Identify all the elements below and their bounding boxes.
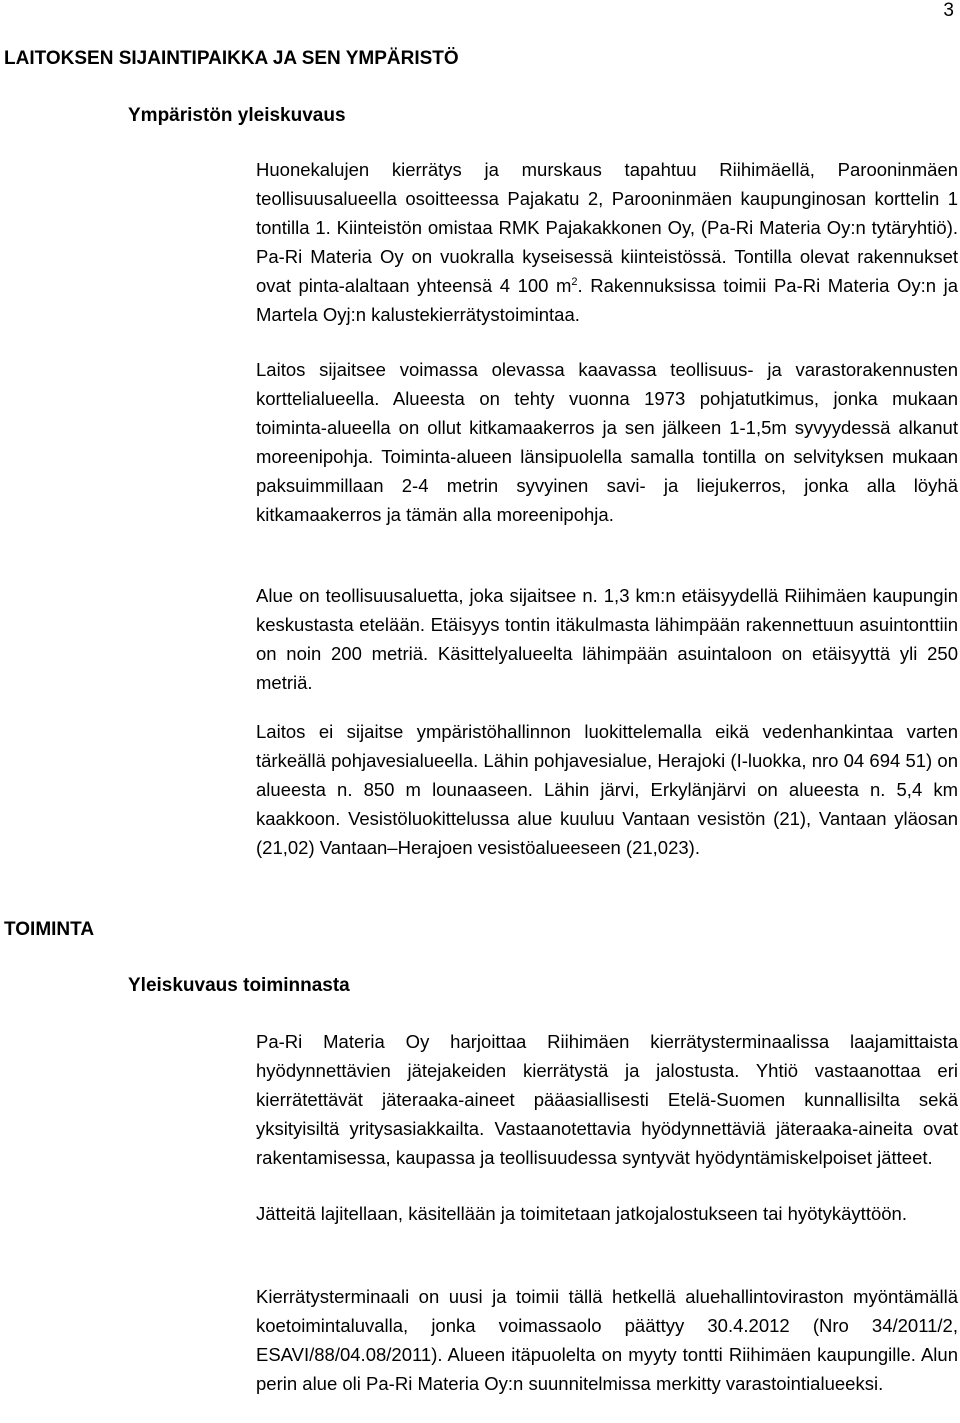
- paragraph-sorting: Jätteitä lajitellaan, käsitellään ja toimitetaan jatkojalostukseen tai hyötykäyttöön.: [256, 1203, 907, 1224]
- superscript-unit: 2: [571, 275, 578, 288]
- section-title-location: LAITOKSEN SIJAINTIPAIKKA JA SEN YMPÄRISTÖ: [4, 48, 459, 69]
- subsection-title-operations-overview: Yleiskuvaus toiminnasta: [128, 975, 350, 996]
- section-title-operations: TOIMINTA: [4, 919, 95, 940]
- paragraph-permit: Kierrätysterminaali on uusi ja toimii tällä hetkellä aluehallintoviraston myöntämällä koetoimintaluvalla, jonka voimassaolo päättyy 30.4.2012 (Nro 34/2011/2, ESAVI/88/04.08/2011). Alueen itäpuolelta on myyty tontti Riihimäen kaupungille. Alun perin alue oli Pa-Ri Materia Oy:n suunnitelmissa merkitty varastointialueeksi.: [256, 1286, 958, 1394]
- subsection-title-environment: Ympäristön yleiskuvaus: [128, 105, 346, 126]
- paragraph-distances: Alue on teollisuusaluetta, joka sijaitsee n. 1,3 km:n etäisyydellä Riihimäen kaupungin keskustasta etelään. Etäisyys tontin itäkulmasta lähimpään rakennettuun asuintonttiin on noin 200 metriä. Käsittelyalueelta lähimpään asuintaloon on etäisyyttä yli 250 metriä.: [256, 585, 958, 693]
- paragraph-groundwater: Laitos ei sijaitse ympäristöhallinnon luokittelemalla eikä vedenhankintaa varten tärkeällä pohjavesialueella. Lähin pohjavesialue, Herajoki (I-luokka, nro 04 694 51) on alueesta n. 850 m lounaaseen. Lähin järvi, Erkylänjärvi on alueesta n. 5,4 km kaakkoon. Vesistöluokittelussa alue kuuluu Vantaan vesistön (21), Vantaan yläosan (21,02) Vantaan–Herajoen vesistöalueeseen (21,023).: [256, 721, 958, 858]
- paragraph-text: . Rakennuksissa toimii Pa-Ri Materia Oy:n ja Martela Oyj:n kalustekierrätystoimintaa.: [256, 274, 958, 325]
- paragraph-operations: Pa-Ri Materia Oy harjoittaa Riihimäen kierrätysterminaalissa laajamittaista hyödynnettävien jätejakeiden kierrätystä ja jalostusta. Yhtiö vastaanottaa eri kierrätettävät jäteraaka-aineet pääasiallisesti Etelä-Suomen kunnallisilta sekä yksityisiltä yritysasiakkailta. Vastaanotettavia hyödynnettäviä jäteraaka-aineita ovat rakentamisessa, kaupassa ja teollisuudessa syntyvät hyödyntämiskelpoiset jätteet.: [256, 1031, 958, 1168]
- paragraph-zoning: Laitos sijaitsee voimassa olevassa kaavassa teollisuus- ja varastorakennusten korttelialueella. Alueesta on tehty vuonna 1973 pohjatutkimus, jonka mukaan toiminta-alueella on ollut kitkamaakerros ja sen jälkeen 1-1,5m syvyydessä alkanut moreenipohja. Toiminta-alueen länsipuolella samalla tontilla on selvityksen mukaan paksuimmillaan 2-4 metrin syvyinen savi- ja liejukerros, jonka alla löyhä kitkamaakerros ja tämän alla moreenipohja.: [256, 359, 958, 525]
- page-number: 3: [943, 0, 954, 21]
- paragraph-location-description: [256, 156, 958, 329]
- paragraph-text: Huonekalujen kierrätys ja murskaus tapahtuu Riihimäellä, Parooninmäen teollisuusalueella osoitteessa Pajakatu 2, Parooninmäen kaupunginosan korttelin 1 tontilla 1. Kiinteistön omistaa RMK Pajakakkonen Oy, (Pa-Ri Materia Oy:n tytäryhtiö). Pa-Ri Materia Oy on vuokralla kyseisessä kiinteistössä. Tontilla olevat rakennukset ovat pinta-alaltaan yhteensä 4 100 m: [256, 159, 958, 296]
